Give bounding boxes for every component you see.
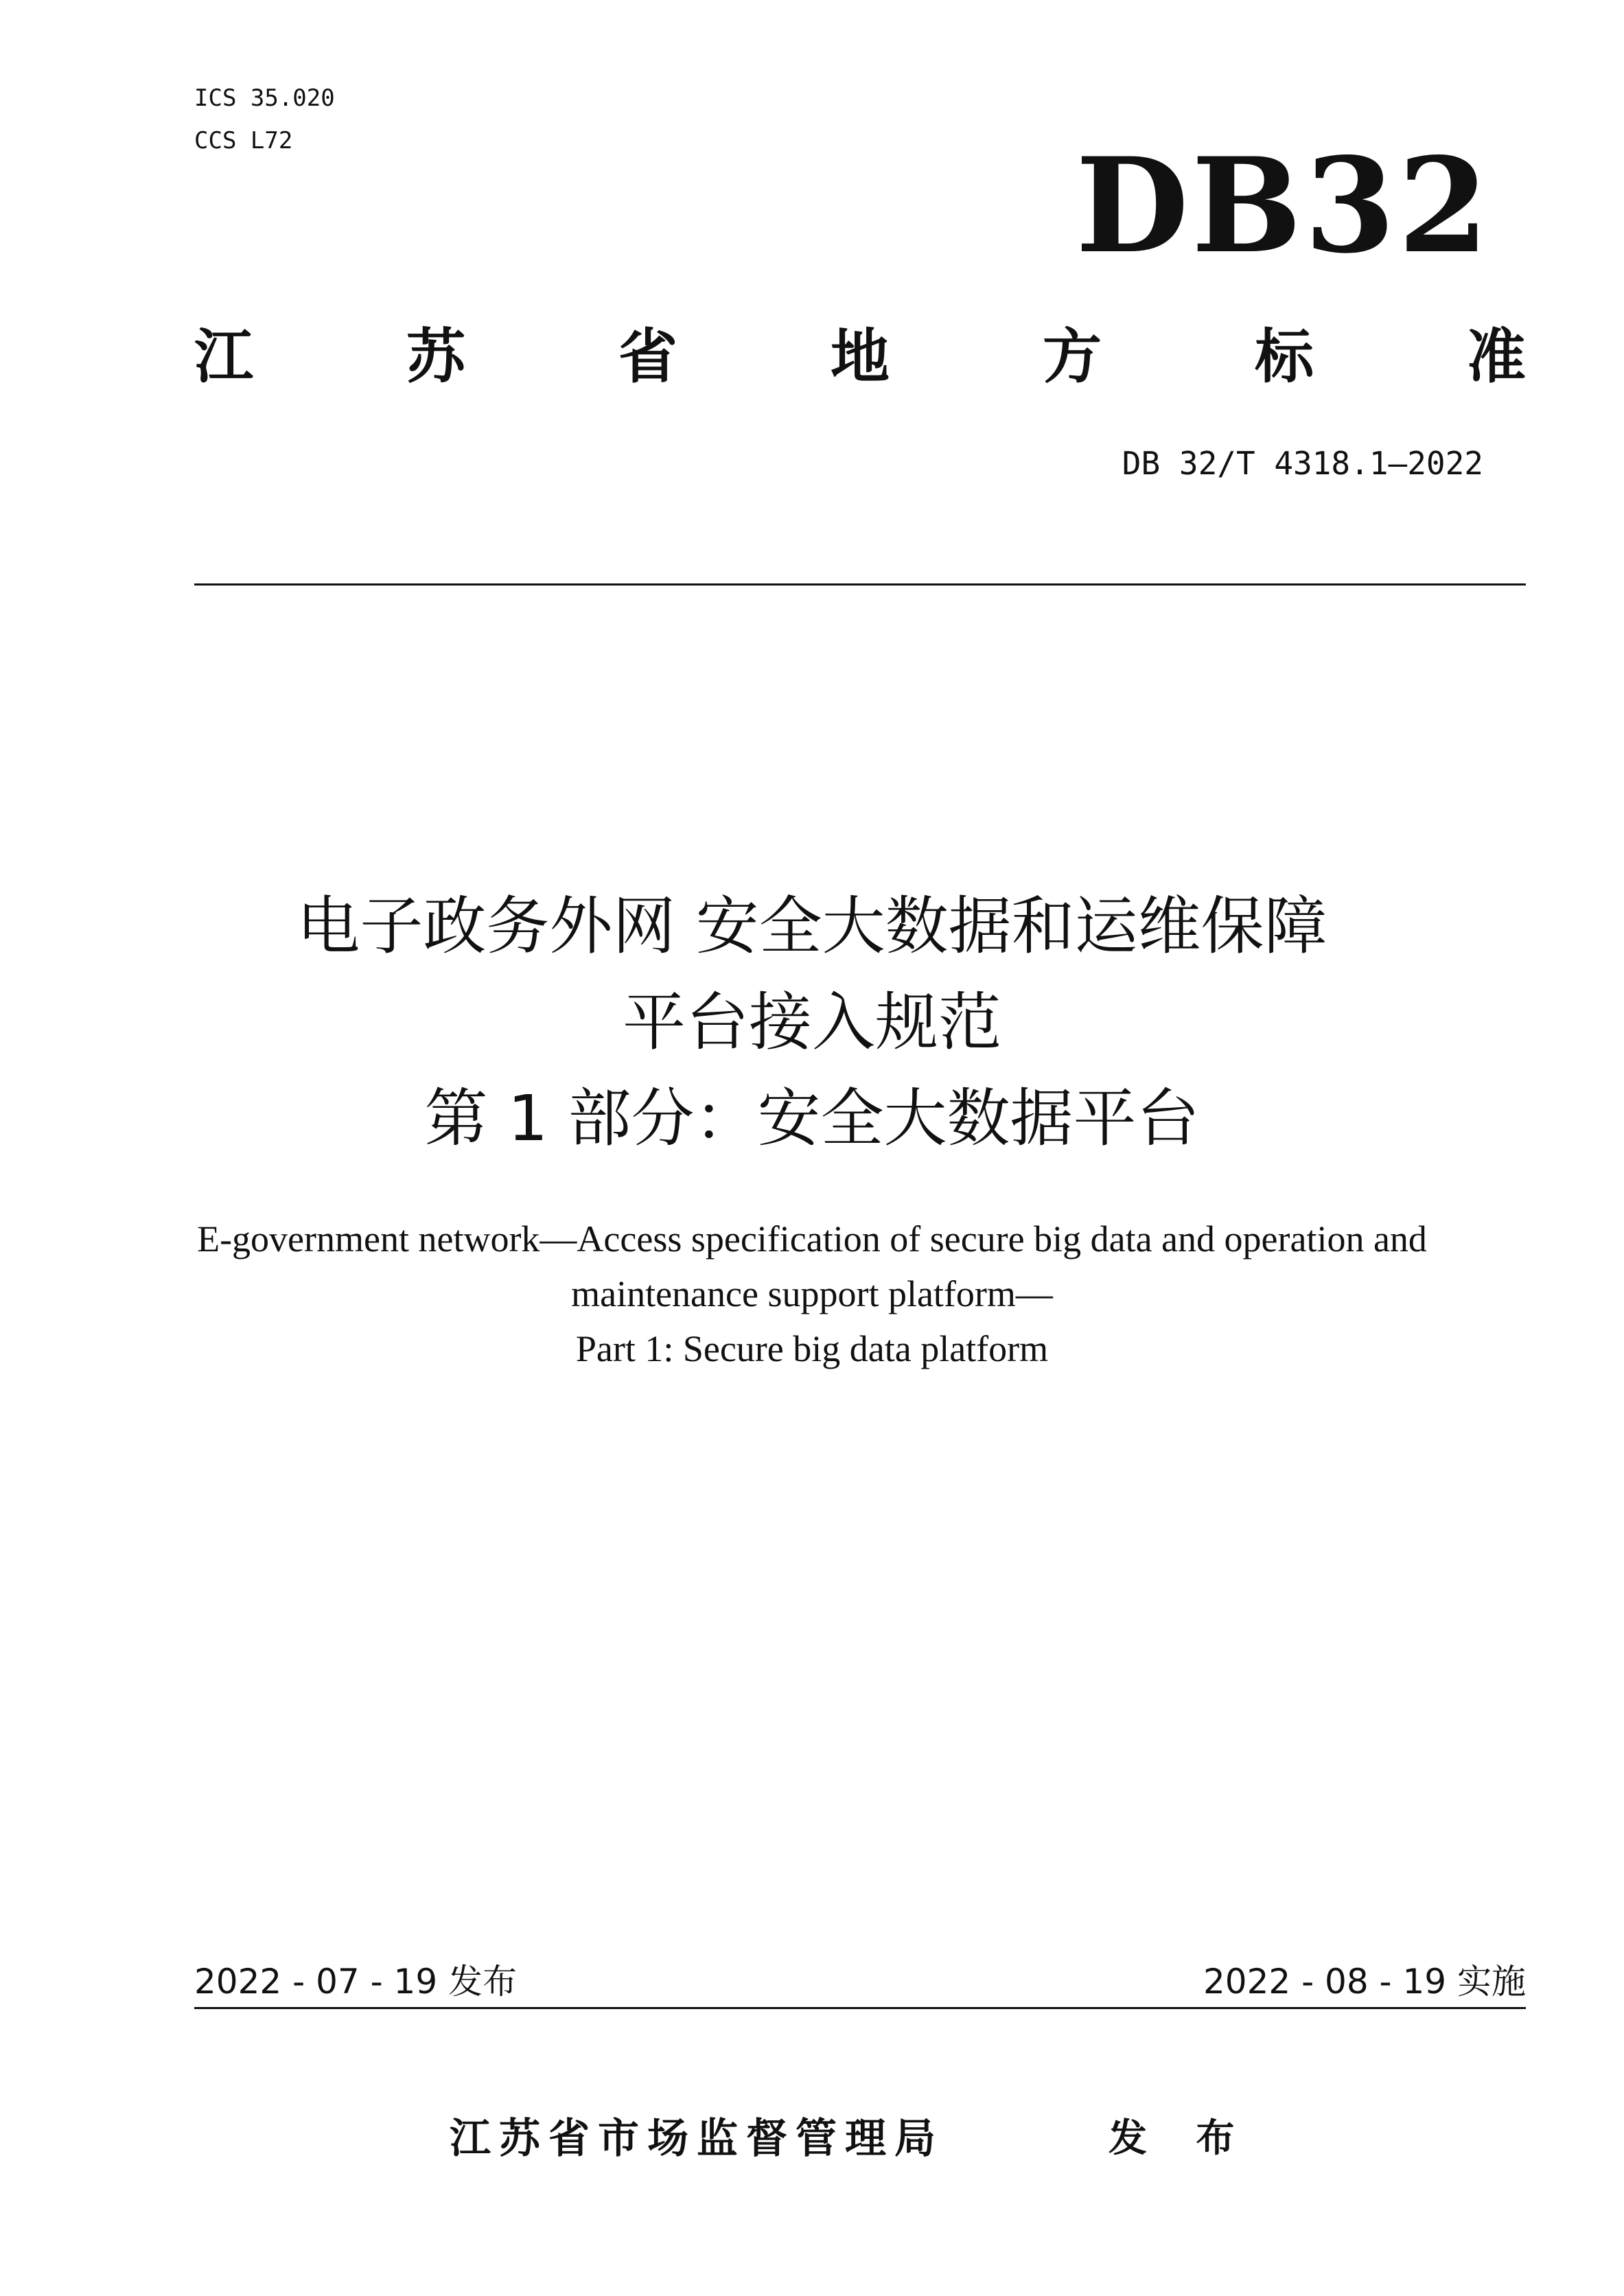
ics-code: ICS 35.020 xyxy=(194,84,335,112)
chinese-title-line: 平台接入规范 xyxy=(622,986,1001,1059)
standard-number: DB 32/T 4318.1—2022 xyxy=(1122,445,1483,482)
implementation-date: 2022 - 08 - 19 实施 xyxy=(1203,1962,1526,2002)
english-title-line: E-government network—Access specification of secure big data and operation and xyxy=(197,1218,1427,1260)
english-title-line: maintenance support platform— xyxy=(571,1273,1053,1314)
standard-type-char: 地 xyxy=(831,323,890,391)
standard-prefix-logo: DB32 xyxy=(1076,129,1492,282)
standard-type-heading xyxy=(194,323,1526,391)
standard-type-char: 省 xyxy=(618,323,677,391)
footer-divider xyxy=(194,2007,1526,2009)
chinese-title-line: 电子政务外网 安全大数据和运维保障 xyxy=(297,890,1327,963)
header-divider xyxy=(194,583,1526,585)
standard-type-char: 江 xyxy=(194,323,253,391)
standard-type-char: 准 xyxy=(1467,323,1526,391)
standard-type-char: 方 xyxy=(1043,323,1102,391)
publish-label: 发 布 xyxy=(1109,2116,1253,2161)
english-title-line: Part 1: Secure big data platform xyxy=(575,1328,1049,1369)
publisher-name: 江苏省市场监督管理局 xyxy=(450,2115,944,2163)
chinese-title-line: 第 1 部分：安全大数据平台 xyxy=(424,1082,1200,1155)
standard-type-char: 苏 xyxy=(406,323,465,391)
standard-type-char: 标 xyxy=(1255,323,1314,391)
ccs-code: CCS L72 xyxy=(194,127,293,154)
issue-date: 2022 - 07 - 19 发布 xyxy=(194,1962,518,2002)
